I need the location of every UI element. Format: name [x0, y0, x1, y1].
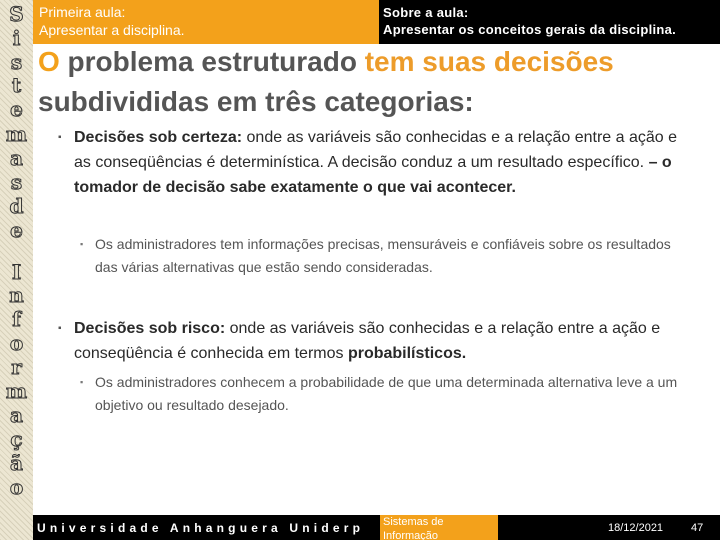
bullet-marker: ▪: [58, 323, 62, 334]
sub-bullet-marker: ▪: [80, 239, 84, 249]
header-left-panel: [33, 0, 379, 44]
footer-bar: [33, 515, 720, 540]
bullet-emphasis: – o tomador de decisão sabe exatamente o que vai acontecer.: [74, 154, 672, 196]
sub-bullet-marker: ▪: [80, 377, 84, 387]
side-title-letter: i: [12, 26, 21, 50]
side-title-letter: s: [10, 170, 23, 194]
side-title-letter: a: [10, 146, 23, 170]
side-title-letter: I: [11, 260, 22, 284]
title-part-2: problema estruturado: [59, 46, 365, 77]
sub-bullet-text: Os administradores conhecem a probabilidade de que uma determinada alternativa leve a um objetivo ou resultado desejado.: [95, 374, 678, 413]
bullet-label: Decisões sob risco:: [74, 320, 226, 337]
sub-bullet-risk: [80, 371, 680, 417]
bullet-label: Decisões sob certeza:: [74, 129, 243, 146]
side-title-strip: [0, 0, 33, 540]
footer-university: Universidade Anhanguera Uniderp: [37, 521, 365, 535]
side-title-letter: a: [10, 403, 23, 427]
title-part-1: O: [38, 46, 60, 77]
side-title-letter: n: [9, 283, 24, 307]
bullet-text: onde as variáveis são conhecidas e a relação entre a ação e conseqüência é conhecida em termos: [74, 320, 661, 362]
footer-course: Sistemas de Informação: [380, 515, 498, 540]
header-right-panel: [383, 0, 719, 44]
header-left-line2: Apresentar a disciplina.: [39, 22, 185, 38]
footer-page-number: 47: [691, 522, 704, 534]
bullet-emphasis: probabilísticos.: [347, 345, 467, 362]
side-title-letter: d: [9, 194, 24, 218]
side-title-letter: ç: [10, 427, 23, 451]
side-title-letter: e: [10, 218, 23, 242]
side-title-letter: e: [10, 97, 23, 121]
bullet-certainty: [58, 125, 698, 200]
side-title-letter: r: [11, 355, 22, 379]
side-title-letter: m: [5, 122, 28, 146]
side-title-letter: ã: [10, 451, 23, 475]
side-title-letter: o: [9, 331, 24, 355]
side-title-letter: S: [9, 2, 24, 26]
side-title-letter: t: [11, 73, 22, 97]
bullet-text: onde as variáveis são conhecidas e a relação entre a ação e as conseqüências é determinística. A decisão conduz a um resultado específico.: [74, 129, 678, 171]
side-title: [0, 0, 33, 510]
side-title-letter: m: [5, 379, 28, 403]
side-title-letter: s: [10, 50, 23, 74]
sub-bullet-certainty: [80, 233, 680, 279]
side-title-letter: o: [9, 475, 24, 499]
title-part-4: subdivididas em três categorias:: [38, 86, 474, 117]
side-title-letter: f: [12, 307, 21, 331]
slide-title: [38, 42, 718, 122]
bullet-marker: ▪: [58, 132, 62, 143]
header-right-line2: Apresentar os conceitos gerais da disciplina.: [383, 22, 677, 37]
header-bar: [33, 0, 720, 44]
bullet-risk: [58, 316, 698, 366]
title-part-3: tem suas decisões: [364, 46, 614, 77]
header-right-line1: Sobre a aula:: [383, 5, 469, 20]
footer-date: 18/12/2021: [608, 522, 664, 534]
header-left-line1: Primeira aula:: [39, 4, 126, 20]
sub-bullet-text: Os administradores tem informações precisas, mensuráveis e confiáveis sobre os resultados das várias alternativas que estão sendo consideradas.: [95, 236, 671, 275]
